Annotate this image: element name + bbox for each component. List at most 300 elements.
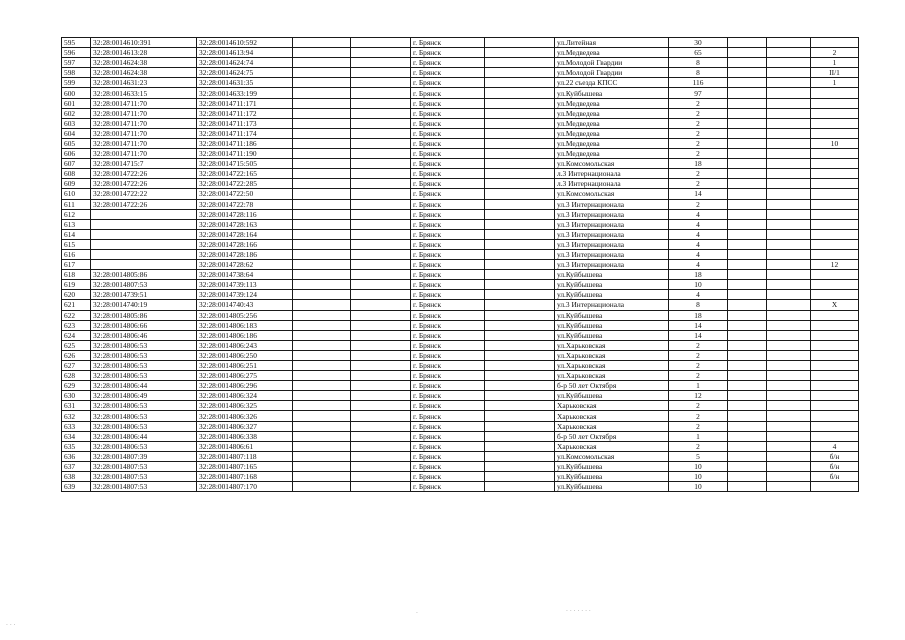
apartment-number-cell: б/н [811,451,859,461]
house-number-cell: 14 [669,330,728,340]
row-number-cell: 607 [62,159,91,169]
city-cell: г. Брянск [411,219,485,229]
city-cell: г. Брянск [411,320,485,330]
empty-col-4-cell [293,371,351,381]
empty-col-7-cell [485,179,555,189]
table-row [62,361,859,371]
empty-col-10-cell [728,159,767,169]
empty-col-11-cell [767,88,811,98]
empty-col-7-cell [485,229,555,239]
cadastral-number-parcel-cell: 32:28:0014807:53 [91,482,197,492]
empty-col-10-cell [728,189,767,199]
house-number-cell: 2 [669,118,728,128]
apartment-number-cell [811,280,859,290]
city-cell: г. Брянск [411,118,485,128]
table-row [62,270,859,280]
empty-col-10-cell [728,78,767,88]
empty-col-4-cell [293,88,351,98]
registry-table [61,37,859,492]
city-cell: г. Брянск [411,159,485,169]
house-number-cell: 2 [669,199,728,209]
row-number-cell: 628 [62,371,91,381]
house-number-cell: 18 [669,270,728,280]
apartment-number-cell [811,330,859,340]
city-cell: г. Брянск [411,361,485,371]
scan-noise: · · · [6,622,16,629]
table-row [62,229,859,239]
empty-col-4-cell [293,209,351,219]
row-number-cell: 622 [62,310,91,320]
empty-col-5-cell [351,169,411,179]
house-number-cell: 2 [669,350,728,360]
apartment-number-cell: 10 [811,138,859,148]
city-cell: г. Брянск [411,330,485,340]
table-row [62,138,859,148]
cadastral-number-parcel-cell: 32:28:0014806:53 [91,401,197,411]
row-number-cell: 633 [62,421,91,431]
empty-col-7-cell [485,78,555,88]
street-cell: ул.3 Интернационала [555,199,669,209]
empty-col-10-cell [728,431,767,441]
street-cell: ул.Литейная [555,38,669,48]
table-row [62,290,859,300]
street-cell: б-р 50 лет Октября [555,381,669,391]
table-row [62,421,859,431]
cadastral-number-parcel-cell: 32:28:0014624:38 [91,58,197,68]
apartment-number-cell [811,189,859,199]
empty-col-4-cell [293,472,351,482]
house-number-cell: 2 [669,108,728,118]
table-row [62,219,859,229]
cadastral-number-parcel-cell: 32:28:0014739:51 [91,290,197,300]
empty-col-7-cell [485,88,555,98]
apartment-number-cell [811,391,859,401]
empty-col-10-cell [728,381,767,391]
empty-col-4-cell [293,330,351,340]
empty-col-10-cell [728,128,767,138]
row-number-cell: 626 [62,350,91,360]
house-number-cell: 4 [669,229,728,239]
cadastral-number-object-cell: 32:28:0014740:43 [197,300,293,310]
house-number-cell: 2 [669,441,728,451]
city-cell: г. Брянск [411,189,485,199]
empty-col-10-cell [728,260,767,270]
empty-col-11-cell [767,350,811,360]
table-row [62,340,859,350]
apartment-number-cell [811,381,859,391]
empty-col-7-cell [485,401,555,411]
cadastral-number-parcel-cell: 32:28:0014806:53 [91,350,197,360]
empty-col-11-cell [767,320,811,330]
empty-col-7-cell [485,290,555,300]
empty-col-10-cell [728,199,767,209]
empty-col-4-cell [293,68,351,78]
house-number-cell: 18 [669,159,728,169]
cadastral-number-object-cell: 32:28:0014711:171 [197,98,293,108]
empty-col-4-cell [293,320,351,330]
empty-col-11-cell [767,209,811,219]
empty-col-4-cell [293,461,351,471]
cadastral-number-object-cell: 32:28:0014728:166 [197,239,293,249]
city-cell: г. Брянск [411,270,485,280]
empty-col-10-cell [728,179,767,189]
empty-col-10-cell [728,421,767,431]
scan-noise: · · · · · · · [566,608,591,615]
empty-col-11-cell [767,108,811,118]
street-cell: ул.Комсомольская [555,451,669,461]
empty-col-7-cell [485,371,555,381]
apartment-number-cell [811,209,859,219]
cadastral-number-parcel-cell: 32:28:0014805:86 [91,310,197,320]
cadastral-number-object-cell: 32:28:0014806:61 [197,441,293,451]
row-number-cell: 629 [62,381,91,391]
cadastral-number-parcel-cell: 32:28:0014807:39 [91,451,197,461]
empty-col-5-cell [351,350,411,360]
street-cell: ул.Куйбышева [555,320,669,330]
cadastral-number-object-cell: 32:28:0014610:592 [197,38,293,48]
empty-col-5-cell [351,461,411,471]
cadastral-number-parcel-cell: 32:28:0014807:53 [91,472,197,482]
row-number-cell: 615 [62,239,91,249]
city-cell: г. Брянск [411,472,485,482]
apartment-number-cell [811,239,859,249]
empty-col-7-cell [485,249,555,259]
city-cell: г. Брянск [411,249,485,259]
table-row [62,209,859,219]
empty-col-11-cell [767,189,811,199]
empty-col-7-cell [485,98,555,108]
table-row [62,300,859,310]
empty-col-11-cell [767,391,811,401]
street-cell: ул.Харьковская [555,350,669,360]
empty-col-7-cell [485,108,555,118]
city-cell: г. Брянск [411,260,485,270]
table-row [62,118,859,128]
empty-col-10-cell [728,461,767,471]
city-cell: г. Брянск [411,431,485,441]
city-cell: г. Брянск [411,48,485,58]
house-number-cell: 4 [669,249,728,259]
city-cell: г. Брянск [411,411,485,421]
empty-col-11-cell [767,169,811,179]
empty-col-5-cell [351,391,411,401]
empty-col-4-cell [293,219,351,229]
street-cell: ул.Молодой Гвардии [555,58,669,68]
empty-col-5-cell [351,58,411,68]
empty-col-5-cell [351,189,411,199]
row-number-cell: 616 [62,249,91,259]
empty-col-11-cell [767,472,811,482]
empty-col-7-cell [485,270,555,280]
empty-col-5-cell [351,411,411,421]
table-row [62,68,859,78]
empty-col-5-cell [351,209,411,219]
empty-col-4-cell [293,421,351,431]
registry-table-body [62,38,859,492]
empty-col-7-cell [485,138,555,148]
empty-col-10-cell [728,169,767,179]
apartment-number-cell: 2 [811,48,859,58]
empty-col-5-cell [351,108,411,118]
cadastral-number-parcel-cell [91,249,197,259]
empty-col-7-cell [485,58,555,68]
empty-col-4-cell [293,290,351,300]
table-row [62,310,859,320]
house-number-cell: 2 [669,169,728,179]
street-cell: ул.Медведева [555,138,669,148]
cadastral-number-parcel-cell: 32:28:0014807:53 [91,280,197,290]
row-number-cell: 602 [62,108,91,118]
cadastral-number-parcel-cell [91,229,197,239]
city-cell: г. Брянск [411,461,485,471]
empty-col-10-cell [728,441,767,451]
table-row [62,179,859,189]
house-number-cell: 8 [669,58,728,68]
empty-col-10-cell [728,350,767,360]
cadastral-number-parcel-cell [91,219,197,229]
empty-col-5-cell [351,451,411,461]
street-cell: ул.3 Интернационала [555,249,669,259]
row-number-cell: 623 [62,320,91,330]
empty-col-10-cell [728,108,767,118]
table-row [62,330,859,340]
apartment-number-cell: 4 [811,441,859,451]
street-cell: ул.Куйбышева [555,280,669,290]
street-cell: Харьковская [555,401,669,411]
table-row [62,431,859,441]
table-row [62,48,859,58]
apartment-number-cell: II/1 [811,68,859,78]
empty-col-10-cell [728,98,767,108]
row-number-cell: 605 [62,138,91,148]
empty-col-4-cell [293,280,351,290]
empty-col-11-cell [767,199,811,209]
table-row [62,461,859,471]
row-number-cell: 601 [62,98,91,108]
apartment-number-cell [811,340,859,350]
empty-col-5-cell [351,38,411,48]
cadastral-number-object-cell: 32:28:0014711:190 [197,149,293,159]
empty-col-7-cell [485,68,555,78]
empty-col-5-cell [351,310,411,320]
row-number-cell: 637 [62,461,91,471]
empty-col-10-cell [728,209,767,219]
row-number-cell: 608 [62,169,91,179]
house-number-cell: 10 [669,472,728,482]
cadastral-number-parcel-cell: 32:28:0014806:44 [91,381,197,391]
apartment-number-cell [811,431,859,441]
empty-col-4-cell [293,138,351,148]
city-cell: г. Брянск [411,138,485,148]
empty-col-7-cell [485,128,555,138]
empty-col-5-cell [351,330,411,340]
empty-col-11-cell [767,270,811,280]
table-row [62,128,859,138]
empty-col-4-cell [293,381,351,391]
cadastral-number-object-cell: 32:28:0014722:165 [197,169,293,179]
empty-col-4-cell [293,361,351,371]
street-cell: ул.Молодой Гвардии [555,68,669,78]
cadastral-number-object-cell: 32:28:0014624:75 [197,68,293,78]
empty-col-7-cell [485,381,555,391]
apartment-number-cell [811,371,859,381]
empty-col-7-cell [485,411,555,421]
empty-col-4-cell [293,260,351,270]
cadastral-number-parcel-cell: 32:28:0014722:26 [91,179,197,189]
street-cell: б-р 50 лет Октября [555,431,669,441]
empty-col-10-cell [728,280,767,290]
table-row [62,401,859,411]
empty-col-11-cell [767,381,811,391]
empty-col-7-cell [485,169,555,179]
empty-col-5-cell [351,270,411,280]
empty-col-5-cell [351,441,411,451]
city-cell: г. Брянск [411,78,485,88]
apartment-number-cell [811,149,859,159]
row-number-cell: 611 [62,199,91,209]
apartment-number-cell: 1 [811,58,859,68]
empty-col-5-cell [351,431,411,441]
cadastral-number-object-cell: 32:28:0014738:64 [197,270,293,280]
empty-col-11-cell [767,421,811,431]
empty-col-4-cell [293,401,351,411]
cadastral-number-object-cell: 32:28:0014728:186 [197,249,293,259]
empty-col-4-cell [293,48,351,58]
empty-col-5-cell [351,199,411,209]
empty-col-5-cell [351,68,411,78]
city-cell: г. Брянск [411,58,485,68]
empty-col-11-cell [767,78,811,88]
empty-col-5-cell [351,260,411,270]
empty-col-4-cell [293,482,351,492]
empty-col-7-cell [485,482,555,492]
house-number-cell: 65 [669,48,728,58]
street-cell: ул.Куйбышева [555,461,669,471]
empty-col-10-cell [728,229,767,239]
empty-col-11-cell [767,118,811,128]
street-cell: л.3 Интернационала [555,179,669,189]
row-number-cell: 596 [62,48,91,58]
street-cell: ул.3 Интернационала [555,209,669,219]
cadastral-number-parcel-cell: 32:28:0014722:26 [91,199,197,209]
empty-col-7-cell [485,391,555,401]
cadastral-number-parcel-cell: 32:28:0014613:28 [91,48,197,58]
street-cell: ул.Медведева [555,128,669,138]
table-row [62,199,859,209]
street-cell: ул.Комсомольская [555,189,669,199]
empty-col-5-cell [351,482,411,492]
house-number-cell: 4 [669,239,728,249]
city-cell: г. Брянск [411,128,485,138]
empty-col-7-cell [485,350,555,360]
empty-col-7-cell [485,310,555,320]
row-number-cell: 636 [62,451,91,461]
empty-col-5-cell [351,219,411,229]
table-row [62,189,859,199]
city-cell: г. Брянск [411,310,485,320]
empty-col-5-cell [351,249,411,259]
empty-col-10-cell [728,330,767,340]
cadastral-number-object-cell: 32:28:0014805:256 [197,310,293,320]
house-number-cell: 1 [669,381,728,391]
empty-col-11-cell [767,239,811,249]
city-cell: г. Брянск [411,451,485,461]
city-cell: г. Брянск [411,68,485,78]
row-number-cell: 597 [62,58,91,68]
house-number-cell: 4 [669,219,728,229]
apartment-number-cell: 1 [811,78,859,88]
apartment-number-cell [811,421,859,431]
cadastral-number-object-cell: 32:28:0014807:165 [197,461,293,471]
row-number-cell: 634 [62,431,91,441]
cadastral-number-object-cell: 32:28:0014728:164 [197,229,293,239]
house-number-cell: 10 [669,280,728,290]
house-number-cell: 10 [669,482,728,492]
street-cell: ул.3 Интернационала [555,300,669,310]
empty-col-5-cell [351,179,411,189]
cadastral-number-parcel-cell [91,209,197,219]
cadastral-number-object-cell: 32:28:0014722:78 [197,199,293,209]
table-row [62,441,859,451]
row-number-cell: 620 [62,290,91,300]
table-row [62,78,859,88]
empty-col-5-cell [351,421,411,431]
empty-col-7-cell [485,149,555,159]
empty-col-11-cell [767,98,811,108]
empty-col-4-cell [293,189,351,199]
apartment-number-cell [811,108,859,118]
empty-col-4-cell [293,431,351,441]
empty-col-10-cell [728,149,767,159]
apartment-number-cell: б/н [811,461,859,471]
apartment-number-cell [811,179,859,189]
empty-col-7-cell [485,189,555,199]
empty-col-10-cell [728,300,767,310]
house-number-cell: 18 [669,310,728,320]
cadastral-number-object-cell: 32:28:0014728:163 [197,219,293,229]
row-number-cell: 599 [62,78,91,88]
empty-col-4-cell [293,310,351,320]
cadastral-number-parcel-cell: 32:28:0014806:46 [91,330,197,340]
empty-col-11-cell [767,441,811,451]
table-row [62,38,859,48]
empty-col-10-cell [728,320,767,330]
house-number-cell: 2 [669,138,728,148]
city-cell: г. Брянск [411,239,485,249]
empty-col-10-cell [728,391,767,401]
empty-col-10-cell [728,138,767,148]
city-cell: г. Брянск [411,229,485,239]
apartment-number-cell [811,361,859,371]
street-cell: ул.Куйбышева [555,310,669,320]
apartment-number-cell [811,159,859,169]
cadastral-number-object-cell: 32:28:0014806:296 [197,381,293,391]
empty-col-10-cell [728,340,767,350]
empty-col-10-cell [728,310,767,320]
row-number-cell: 631 [62,401,91,411]
empty-col-4-cell [293,239,351,249]
street-cell: ул.3 Интернационала [555,229,669,239]
empty-col-4-cell [293,340,351,350]
empty-col-5-cell [351,300,411,310]
row-number-cell: 603 [62,118,91,128]
empty-col-10-cell [728,472,767,482]
empty-col-11-cell [767,451,811,461]
empty-col-4-cell [293,451,351,461]
empty-col-5-cell [351,138,411,148]
city-cell: г. Брянск [411,340,485,350]
apartment-number-cell [811,249,859,259]
